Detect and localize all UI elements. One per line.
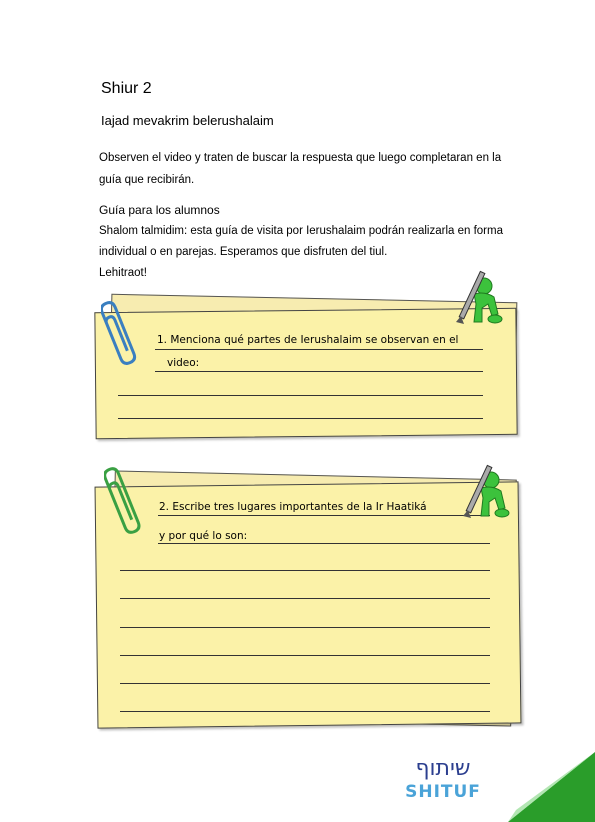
green-figure-pencil-icon <box>459 458 519 528</box>
question-1-underline-1 <box>155 349 483 350</box>
answer-line[interactable] <box>120 627 490 628</box>
page-title: Shiur 2 <box>101 80 152 97</box>
answer-line[interactable] <box>120 570 490 571</box>
page-corner-badge <box>508 752 595 822</box>
card-2-front-sheet <box>95 481 522 728</box>
answer-line[interactable] <box>118 418 483 419</box>
intro-line-1: Observen el video y traten de buscar la respuesta que luego completaran en la <box>99 152 502 164</box>
guide-line-2: individual o en parejas. Esperamos que disfruten del tiul. <box>99 246 388 258</box>
green-figure-pencil-icon <box>452 264 512 334</box>
shituf-logo <box>403 757 483 809</box>
paperclip-icon <box>101 298 139 368</box>
paperclip-icon <box>104 464 144 538</box>
question-1-line-2: video: <box>167 357 200 369</box>
answer-line[interactable] <box>120 598 490 599</box>
guide-heading: Guía para los alumnos <box>99 203 220 217</box>
page-subtitle: Iajad mevakrim belerushalaim <box>101 113 274 128</box>
guide-line-1: Shalom talmidim: esta guía de visita por Ierushalaim podrán realizarla en forma <box>99 225 503 237</box>
question-2-line-1: 2. Escribe tres lugares importantes de la Ir Haatiká <box>159 501 427 513</box>
intro-line-2: guía que recibirán. <box>99 174 195 186</box>
answer-line[interactable] <box>120 711 490 712</box>
logo-latin-text: SHITUF <box>405 782 481 802</box>
answer-line[interactable] <box>158 543 490 544</box>
answer-line[interactable] <box>155 371 483 372</box>
guide-line-3: Lehitraot! <box>99 267 147 279</box>
intro-paragraph <box>99 147 539 191</box>
question-1-line-1: 1. Menciona qué partes de Ierushalaim se observan en el <box>157 334 459 346</box>
answer-line[interactable] <box>120 655 490 656</box>
page-number: 4 <box>531 771 543 793</box>
question-2-underline-1 <box>158 515 490 516</box>
answer-line[interactable] <box>118 395 483 396</box>
question-2-line-2: y por qué lo son: <box>159 530 248 542</box>
answer-line[interactable] <box>120 683 490 684</box>
logo-hebrew-text: שיתוף <box>415 756 471 781</box>
